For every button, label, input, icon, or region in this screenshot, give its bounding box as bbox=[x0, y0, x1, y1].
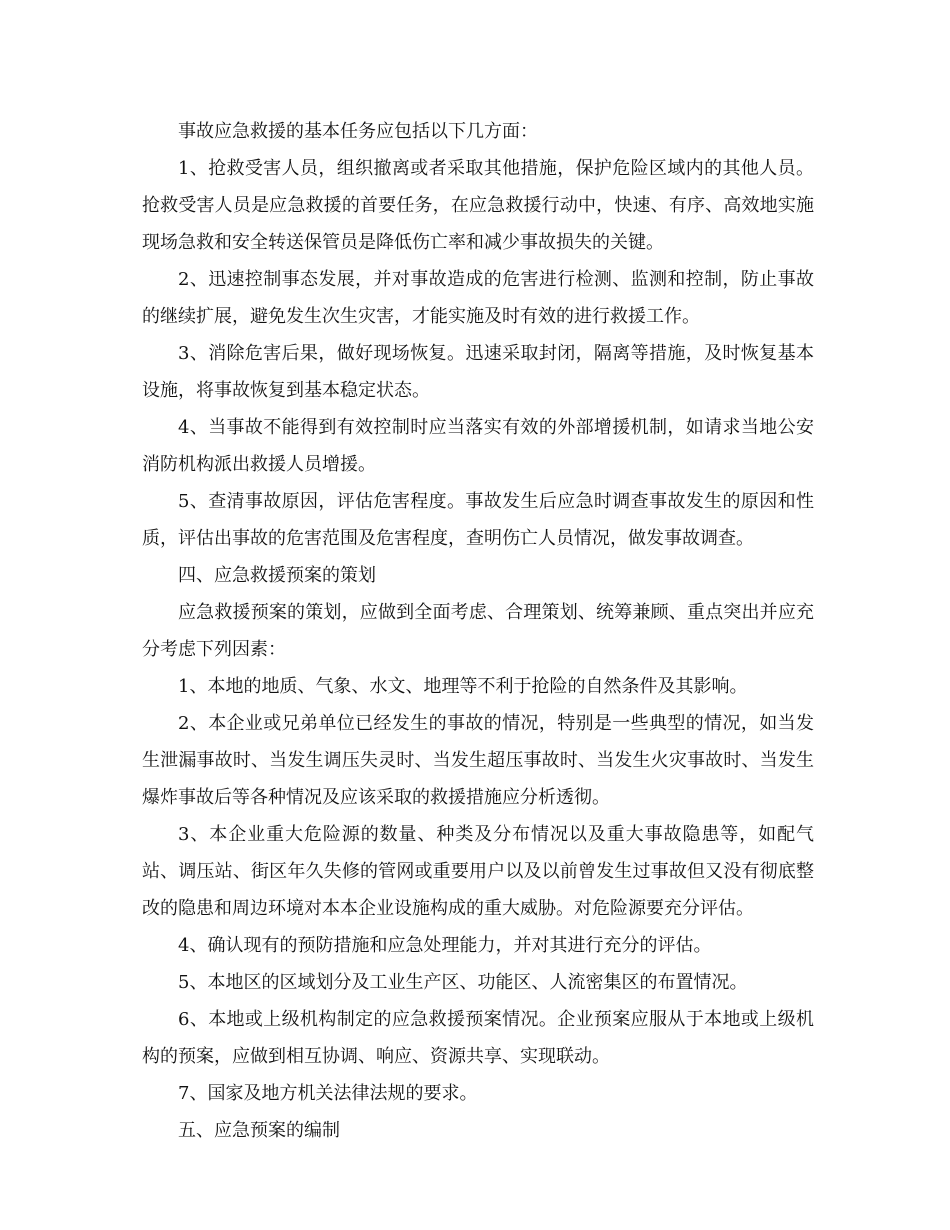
paragraph-factor-6: 6、本地或上级机构制定的应急救援预案情况。企业预案应服从于本地或上级机构的预案，应做到相互协调、响应、资源共享、实现联动。 bbox=[142, 1009, 814, 1067]
paragraph-factor-1: 1、本地的地质、气象、水文、地理等不利于抢险的自然条件及其影响。 bbox=[178, 676, 748, 697]
section-heading-planning: 四、应急救援预案的策划 bbox=[178, 565, 376, 586]
paragraph-factor-5: 5、本地区的区域划分及工业生产区、功能区、人流密集区的布置情况。 bbox=[178, 972, 748, 993]
paragraph-factor-7: 7、国家及地方机关法律法规的要求。 bbox=[178, 1083, 478, 1104]
paragraph-intro: 事故应急救援的基本任务应包括以下几方面： bbox=[178, 121, 538, 142]
paragraph-task-3: 3、消除危害后果，做好现场恢复。迅速采取封闭，隔离等措施，及时恢复基本设施，将事故恢复到基本稳定状态。 bbox=[142, 343, 814, 401]
section-heading-compilation: 五、应急预案的编制 bbox=[178, 1120, 340, 1141]
paragraph-task-5: 5、查清事故原因，评估危害程度。事故发生后应急时调查事故发生的原因和性质，评估出事故的危害范围及危害程度，查明伤亡人员情况，做发事故调查。 bbox=[142, 491, 814, 549]
paragraph-task-1: 1、抢救受害人员，组织撤离或者采取其他措施，保护危险区域内的其他人员。抢救受害人员是应急救援的首要任务，在应急救援行动中，快速、有序、高效地实施现场急救和安全转送保管员是降低伤亡率和减少事故损失的关键。 bbox=[142, 158, 814, 253]
document-body bbox=[142, 113, 814, 1149]
paragraph-factor-3: 3、本企业重大危险源的数量、种类及分布情况以及重大事故隐患等，如配气站、调压站、街区年久失修的管网或重要用户以及以前曾发生过事故但又没有彻底整改的隐患和周边环境对本本企业设施构成的重大威胁。对危险源要充分评估。 bbox=[142, 824, 814, 919]
paragraph-task-4: 4、当事故不能得到有效控制时应当落实有效的外部增援机制，如请求当地公安消防机构派出救援人员增援。 bbox=[142, 417, 814, 475]
paragraph-factor-4: 4、确认现有的预防措施和应急处理能力，并对其进行充分的评估。 bbox=[178, 935, 712, 956]
paragraph-planning-intro: 应急救援预案的策划，应做到全面考虑、合理策划、统筹兼顾、重点突出并应充分考虑下列因素： bbox=[142, 602, 814, 660]
paragraph-task-2: 2、迅速控制事态发展，并对事故造成的危害进行检测、监测和控制，防止事故的继续扩展，避免发生次生灾害，才能实施及时有效的进行救援工作。 bbox=[142, 269, 814, 327]
paragraph-factor-2: 2、本企业或兄弟单位已经发生的事故的情况，特别是一些典型的情况，如当发生泄漏事故时、当发生调压失灵时、当发生超压事故时、当发生火灾事故时、当发生爆炸事故后等各种情况及应该采取的救援措施应分析透彻。 bbox=[142, 713, 814, 808]
